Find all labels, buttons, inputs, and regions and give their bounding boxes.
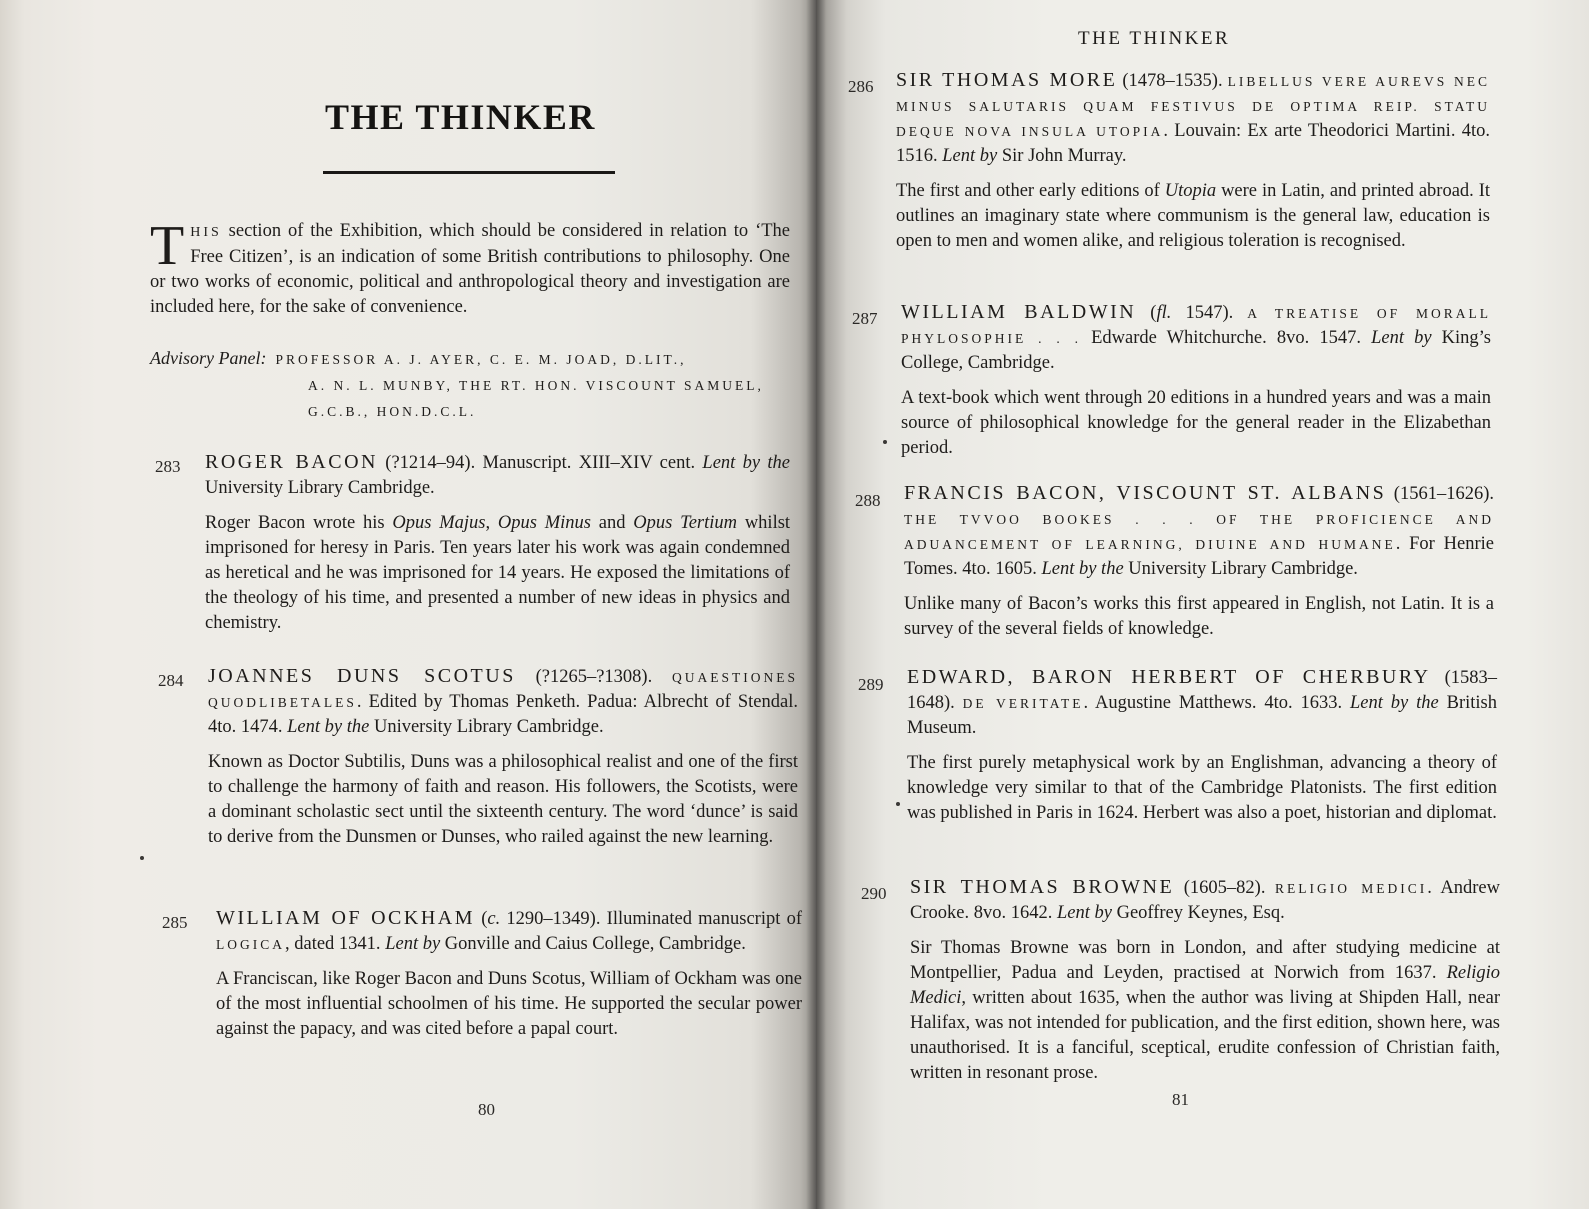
entry-desc: Known as Doctor Subtilis, Duns was a philosophical realist and one of the first to challenge the harmony of faith and reason. His followers, the Scotists, were a dominant scholastic sect until the sixteenth century. The word ‘dunce’ is said to derive from the Dunsmen or Dunses, who railed against the new learning. [208,752,798,847]
entry-dates: (1561–1626). [1386,484,1494,504]
entry-name: WILLIAM BALDWIN [901,301,1137,323]
lent-prefix: Lent by the [702,453,790,473]
entry-head: . Augustine Matthews. 4to. 1633. [1083,693,1351,713]
book-title: RELIGIO MEDICI [1274,881,1428,896]
lent-prefix: Lent by the [1350,693,1439,713]
lent-rest: King’s College, Cambridge. [901,328,1491,373]
advisory-line-3: G.C.B., HON.D.C.L. [308,404,477,419]
entry-dates: (1478–1535). [1117,71,1228,91]
entry-number: 283 [155,457,181,476]
page-title: THE THINKER [325,97,596,137]
lent-prefix: Lent by [1056,903,1112,923]
separator: and [590,513,634,533]
paren: ( [475,909,488,929]
entry-number: 284 [158,671,184,690]
work-title: Religio Medici [910,963,1500,1008]
entry-desc: Unlike many of Bacon’s works this first appeared in English, not Latin. It is a survey of the several fields of knowledge. [904,594,1494,639]
lent-rest: British Museum. [907,693,1497,738]
entry-name: FRANCIS BACON, VISCOUNT ST. ALBANS [904,482,1387,504]
intro-paragraph [150,215,790,320]
entry-head: , dated 1341. [285,934,386,954]
entry-head: . For Henrie Tomes. 4to. 1605. [904,534,1494,579]
catalogue-entry-289 [907,665,1497,826]
entry-name: JOANNES DUNS SCOTUS [208,665,516,687]
entry-name: EDWARD, BARON HERBERT OF CHERBURY [907,666,1431,688]
lent-prefix: Lent by [942,146,998,166]
work-title: Opus Minus [497,513,591,533]
entry-desc: The first purely metaphysical work by an Englishman, advancing a theory of knowledge very similar to that of the Cambridge Platonists. The first edition was published in Paris in 1624. Herbert was also a poet, historian and diplomat. [907,753,1497,823]
entry-number: 285 [162,913,188,932]
entry-desc-post: whilst imprisoned for heresy in Paris. Ten years later his work was again condemned as heretical and he was imprisoned for 14 years. He exposed the limitations of the theology of his time, and presented a number of new ideas in physics and chemistry. [205,513,791,633]
catalogue-entry-286 [896,68,1490,254]
entry-desc: A Franciscan, like Roger Bacon and Duns Scotus, William of Ockham was one of the most influential schoolmen of his time. He supported the secular power against the papacy, and was cited before a papal court. [216,969,802,1039]
catalogue-entry-288 [904,481,1494,642]
book-title: DE VERITATE [962,696,1084,711]
lent-prefix: Lent by [1371,328,1432,348]
page-number: 80 [478,1100,495,1119]
book-title: LOGICA [216,937,285,952]
entry-dates: (1583–1648). [907,668,1497,713]
entry-desc-post: were in Latin, and printed abroad. It outlines an imaginary state where communism is the general law, education is open to men and women alike, and religious toleration is recognised. [896,181,1491,251]
entry-desc-pre: Sir Thomas Browne was born in London, and after studying medicine at Montpellier, Padua and Leyden, practised at Norwich from 1637. [910,938,1500,983]
intro-first-word: HIS [190,225,222,240]
book-title: LIBELLUS VERE AUREVS NEC MINUS SALUTARIS QUAM FESTIVUS DE OPTIMA REIP. STATU DEQUE NOVA INSULA UTOPIA [896,74,1491,139]
advisory-label: Advisory Panel: [150,348,267,368]
catalogue-entry-283 [205,450,790,636]
entry-name: SIR THOMAS BROWNE [910,876,1175,898]
entry-number: 288 [855,491,881,510]
lent-prefix: Lent by the [1041,559,1124,579]
entry-head: Edwarde Whitchurche. 8vo. 1547. [1080,328,1372,348]
entry-number: 286 [848,77,874,96]
advisory-line-1: PROFESSOR A. J. AYER, C. E. M. JOAD, D.LIT., [275,352,687,367]
lent-prefix: Lent by the [287,717,370,737]
entry-dates: (?1265–?1308). [515,667,672,687]
book-title: THE TVVOO BOOKES . . . OF THE PROFICIENCE AND ADUANCEMENT OF LEARNING, DIUINE AND HUMANE [904,512,1494,552]
entry-head: . Andrew Crooke. 8vo. 1642. [910,878,1501,923]
entry-name: SIR THOMAS MORE [896,69,1118,91]
advisory-line-2: A. N. L. MUNBY, THE RT. HON. VISCOUNT SAMUEL, [308,378,764,393]
book-gutter [806,0,826,1209]
lent-rest: University Library Cambridge. [369,717,604,737]
lent-prefix: Lent by [385,934,441,954]
catalogue-entry-285 [216,906,802,1042]
floruit: fl. [1156,303,1172,323]
lent-rest: Sir John Murray. [997,146,1127,166]
entry-name: ROGER BACON [205,451,378,473]
lent-rest: Gonville and Caius College, Cambridge. [440,934,746,954]
entry-number: 289 [858,675,884,694]
entry-number: 287 [852,309,878,328]
separator: , [485,513,498,533]
work-title: Utopia [1164,181,1217,201]
drop-cap: T [150,215,185,277]
catalogue-entry-284 [208,664,798,850]
entry-dates: 1290–1349). Illuminated manuscript of [500,909,802,929]
lent-rest: University Library Cambridge. [205,478,435,498]
catalogue-entry-290 [910,875,1500,1086]
advisory-panel [150,346,795,424]
page-number: 81 [1172,1090,1189,1109]
print-speck [883,440,887,444]
print-speck [896,802,900,806]
catalogue-entry-287 [901,300,1491,461]
entry-desc-pre: The first and other early editions of [896,181,1165,201]
entry-desc-pre: Roger Bacon wrote his [205,513,393,533]
entry-head: . Louvain: Ex arte Theodorici Martini. 4to. 1516. [896,121,1490,166]
intro-text: section of the Exhibition, which should be considered in relation to ‘The Free Citizen’, is an indication of some British contributions to philosophy. One or two works of economic, political and anthropological theory and investigation are included here, for the sake of convenience. [150,221,790,317]
entry-desc: A text-book which went through 20 editions in a hundred years and was a main source of philosophical knowledge for the general reader in the Elizabethan period. [901,388,1491,458]
lent-rest: Geoffrey Keynes, Esq. [1111,903,1285,923]
running-head: THE THINKER [1078,28,1231,49]
entry-head: . Edited by Thomas Penketh. Padua: Albrecht of Stendal. 4to. 1474. [208,692,798,737]
work-title: Opus Tertium [633,513,738,533]
book-title: A TREATISE OF MORALL PHYLOSOPHIE . . . [901,306,1492,346]
book-title: QUAESTIONES QUODLIBETALES [208,670,798,710]
entry-dates: 1547). [1171,303,1248,323]
entry-desc-post: , written about 1635, when the author was living at Shipden Hall, near Halifax, was not intended for publication, and the first edition, shown here, was unauthorised. It is a fanciful, sceptical, erudite confession of Christian faith, written in resonant prose. [910,988,1500,1083]
work-title: Opus Majus [392,513,486,533]
circa: c. [487,909,501,929]
entry-number: 290 [861,884,887,903]
entry-head: (?1214–94). Manuscript. XIII–XIV cent. [377,453,703,473]
lent-rest: University Library Cambridge. [1123,559,1358,579]
entry-name: WILLIAM OF OCKHAM [216,907,475,929]
entry-dates: (1605–82). [1174,878,1275,898]
title-rule [323,171,615,174]
paren: ( [1136,303,1157,323]
print-speck [140,856,144,860]
